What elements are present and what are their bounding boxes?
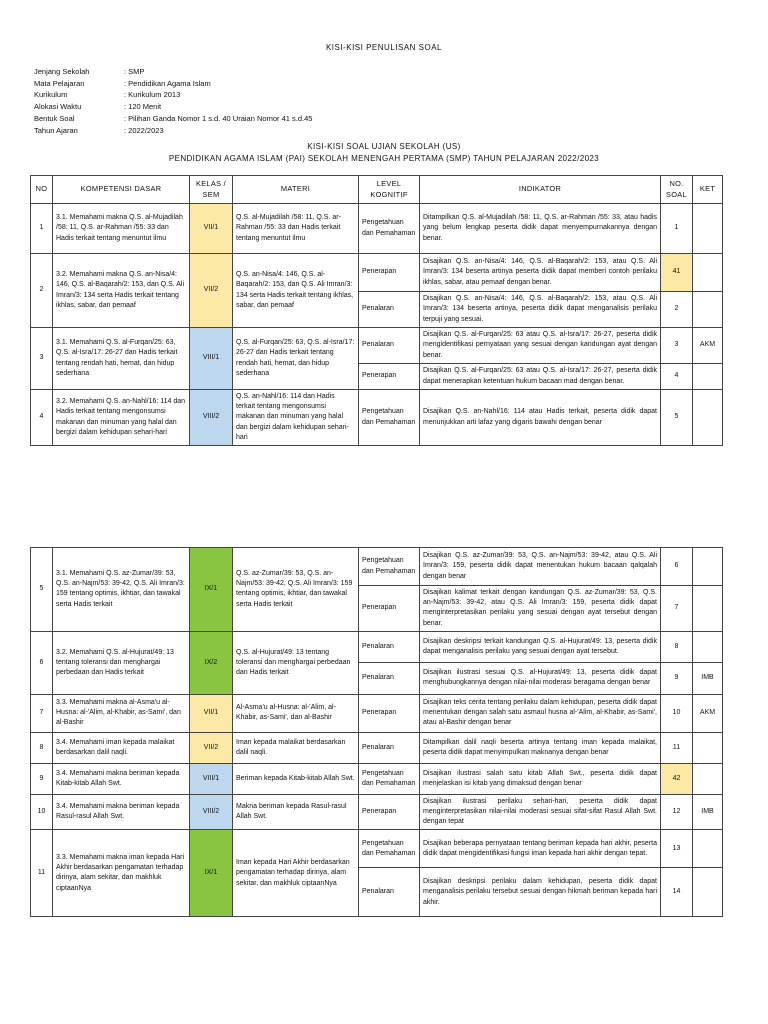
subtitle-exam: KISI-KISI SOAL UJIAN SEKOLAH (US) <box>307 142 461 151</box>
indikator-cell: Disajikan Q.S. al-Furqan/25: 63 atau Q.S. al-Isra/17: 26-27, peserta didik mengidentifikasi pernyataan yang sesuai dengan kandungan ayat dengan benar. <box>420 328 661 364</box>
no-soal-cell: 41 <box>661 254 693 292</box>
indikator-cell: Disajikan Q.S. al-Furqan/25: 63 atau Q.S. al-Isra/17: 26-27, peserta didik dapat menerapkan ketentuan hukum bacaan mad dengan benar. <box>420 364 661 390</box>
kompetensi-dasar-cell: 3.1. Memahami Q.S. al-Furqan/25: 63, Q.S. al-Isra/17: 26-27 dan Hadis terkait tentang rendah hati, hemat, dan hidup sederhana <box>53 328 190 390</box>
ket-cell: AKM <box>693 328 723 364</box>
meta-label: Tahun Ajaran <box>34 125 78 135</box>
indikator-cell: Disajikan deskripsi terkait kandungan Q.S. al-Hujurat/49: 13, peserta didik dapat menganalisis perilaku yang sesuai dengan ayat tersebut. <box>420 631 661 662</box>
ket-cell <box>693 868 723 917</box>
row-number: 4 <box>31 390 53 446</box>
materi-cell: Q.S. al-Mujadilah /58: 11, Q.S. ar-Rahman /55: 33 dan Hadis terkait tentang menuntut ilmu <box>233 204 359 254</box>
kelas-sem-cell: IX/2 <box>190 631 233 694</box>
level-kognitif-cell: Penerapan <box>359 364 420 390</box>
header-no: NO <box>31 176 53 204</box>
header-ket: KET <box>693 176 723 204</box>
level-kognitif-cell: Pengetahuan dan Pemahaman <box>359 830 420 868</box>
document-title: KISI-KISI PENULISAN SOAL <box>325 43 443 52</box>
table-row <box>31 254 723 292</box>
row-number: 9 <box>31 763 53 794</box>
level-kognitif-cell: Penerapan <box>359 254 420 292</box>
no-soal-cell: 1 <box>661 204 693 254</box>
ket-cell <box>693 548 723 586</box>
materi-cell: Beriman kepada Kitab-kitab Allah Swt. <box>233 763 359 794</box>
kelas-sem-cell: VII/2 <box>190 254 233 328</box>
header-indikator: INDIKATOR <box>420 176 661 204</box>
level-kognitif-cell: Penalaran <box>359 662 420 694</box>
materi-cell: Q.S. an-Nahl/16: 114 dan Hadis terkait tentang mengonsumsi makanan dan minuman yang halal dan bergizi dalam kehidupan sehari-hari <box>233 390 359 446</box>
meta-row <box>34 66 312 78</box>
kompetensi-dasar-cell: 3.2. Memahami Q.S. al-Hujurat/49: 13 tentang toleransi dan menghargai perbedaan dan Hadis terkait <box>53 631 190 694</box>
no-soal-cell: 10 <box>661 694 693 732</box>
no-soal-cell: 12 <box>661 794 693 830</box>
kompetensi-dasar-cell: 3.1. Memahami Q.S. az-Zumar/39: 53, Q.S. an-Najm/53: 39-42, Q.S. Ali Imran/3: 159 tentang optimis, ikhtiar, dan tawakal serta Hadis terkait <box>53 548 190 632</box>
kelas-sem-cell: VIII/2 <box>190 390 233 446</box>
row-number: 7 <box>31 694 53 732</box>
level-kognitif-cell: Pengetahuan dan Pemahaman <box>359 763 420 794</box>
meta-value: : SMP <box>124 67 145 76</box>
level-kognitif-cell: Pengetahuan dan Pemahaman <box>359 204 420 254</box>
kelas-sem-cell: VIII/1 <box>190 328 233 390</box>
indikator-cell: Disajikan Q.S. an-Nahl/16: 114 atau Hadis terkait, peserta didik dapat menunjukkan arti lafaz yang digaris bawahi dengan benar <box>420 390 661 446</box>
level-kognitif-cell: Penerapan <box>359 794 420 830</box>
no-soal-cell: 14 <box>661 868 693 917</box>
table-row <box>31 548 723 586</box>
indikator-cell: Disajikan Q.S. az-Zumar/39: 53, Q.S. an-Najm/53: 39-42, atau Q.S. Ali Imran/3: 159, peserta didik dapat menentukan hukum bacaan qalqalah dengan benar <box>420 548 661 586</box>
ket-cell: AKM <box>693 694 723 732</box>
table-row <box>31 204 723 254</box>
level-kognitif-cell: Penalaran <box>359 868 420 917</box>
materi-cell: Q.S. al-Hujurat/49: 13 tentang toleransi dan menghargai perbedaan dan Hadis terkait <box>233 631 359 694</box>
kelas-sem-cell: VII/1 <box>190 204 233 254</box>
no-soal-cell: 5 <box>661 390 693 446</box>
level-kognitif-cell: Penalaran <box>359 631 420 662</box>
level-kognitif-cell: Pengetahuan dan Pemahaman <box>359 548 420 586</box>
meta-row <box>34 78 312 90</box>
indikator-cell: Disajikan teks cerita tentang perilaku dalam kehidupan, peserta didik dapat menentukan dengan salah satu asmaul husna al-'Alim, al-Khabir, as-Sami', atau al-Bashir dengan benar <box>420 694 661 732</box>
meta-row <box>34 125 312 137</box>
row-number: 2 <box>31 254 53 328</box>
ket-cell <box>693 254 723 292</box>
indikator-cell: Disajikan kalimat terkait dengan kandungan Q.S. az-Zumar/39: 53, Q.S. an-Najm/53: 39-42, atau Q.S. Ali Imran/3: 159, peserta didik dapat menginterpretasikan perilaku yang sesuai dengan ayat tersebut dengan benar. <box>420 586 661 632</box>
indikator-cell: Ditampilkan dalil naqli beserta artinya tentang iman kepada malaikat, peserta didik dapat menyimpulkan maknanya dengan benar <box>420 732 661 763</box>
indikator-cell: Disajikan ilustrasi salah satu kitab Allah Swt., peserta didik dapat menjelaskan isi kitab yang dimaksud dengan benar <box>420 763 661 794</box>
ket-cell <box>693 364 723 390</box>
ket-cell <box>693 204 723 254</box>
ket-cell <box>693 292 723 328</box>
no-soal-cell: 13 <box>661 830 693 868</box>
indikator-cell: Disajikan Q.S. an-Nisa/4: 146, Q.S. al-Baqarah/2: 153, atau Q.S. Ali Imran/3: 134 beserta artinya, peserta didik dapat menganalisis perilaku terpuji yang sesuai. <box>420 292 661 328</box>
meta-value: : Pilihan Ganda Nomor 1 s.d. 40 Uraian Nomor 41 s.d.45 <box>124 113 313 123</box>
level-kognitif-cell: Penerapan <box>359 694 420 732</box>
kompetensi-dasar-cell: 3.3. Memahami makna al-Asma'u al-Husna: al-'Alim, al-Khabir, as-Sami', dan al-Bashir <box>53 694 190 732</box>
row-number: 1 <box>31 204 53 254</box>
header-no-soal: NO. SOAL <box>661 176 693 204</box>
row-number: 10 <box>31 794 53 830</box>
table-row <box>31 631 723 662</box>
header-level-kognitif: LEVEL KOGNITIF <box>359 176 420 204</box>
header-kelas-sem: KELAS / SEM <box>190 176 233 204</box>
ket-cell <box>693 390 723 446</box>
document-meta <box>34 66 312 136</box>
meta-label: Alokasi Waktu <box>34 102 82 112</box>
materi-cell: Iman kepada Hari Akhir berdasarkan pengamatan terhadap dirinya, alam sekitar, dan makhluk ciptaanNya <box>233 830 359 917</box>
kelas-sem-cell: IX/1 <box>190 830 233 917</box>
kompetensi-dasar-cell: 3.4. Memahami iman kepada malaikat berdasarkan dalil naqli. <box>53 732 190 763</box>
table-row <box>31 830 723 868</box>
table-row <box>31 794 723 830</box>
kompetensi-dasar-cell: 3.2. Memahami makna Q.S. an-Nisa/4: 146, Q.S. al-Baqarah/2: 153, dan Q.S. Ali Imran/3: 134 serta Hadis terkait tentang ikhlas, sabar, dan pemaaf <box>53 254 190 328</box>
meta-value: : Kurikulum 2013 <box>124 90 181 100</box>
kelas-sem-cell: IX/1 <box>190 548 233 632</box>
materi-cell: Makna beriman kepada Rasul-rasul Allah Swt. <box>233 794 359 830</box>
kelas-sem-cell: VII/1 <box>190 694 233 732</box>
no-soal-cell: 4 <box>661 364 693 390</box>
header-kompetensi-dasar: KOMPETENSI DASAR <box>53 176 190 204</box>
meta-label: Mata Pelajaran <box>34 78 85 88</box>
meta-value: : 120 Menit <box>124 102 162 112</box>
no-soal-cell: 2 <box>661 292 693 328</box>
kompetensi-dasar-cell: 3.4. Memahami makna beriman kepada Kitab-kitab Allah Swt. <box>53 763 190 794</box>
level-kognitif-cell: Penerapan <box>359 586 420 632</box>
indikator-cell: Ditampilkan Q.S. al-Mujadilah /58: 11, Q.S. ar-Rahman /55: 33, atau hadis yang belum lengkap peserta didik dapat menyempurnakannya dengan benar. <box>420 204 661 254</box>
kisi-kisi-table-page1 <box>30 175 723 446</box>
no-soal-cell: 11 <box>661 732 693 763</box>
level-kognitif-cell: Penalaran <box>359 732 420 763</box>
row-number: 8 <box>31 732 53 763</box>
meta-row <box>34 101 312 113</box>
kompetensi-dasar-cell: 3.3. Memahami makna iman kepada Hari Akhir berdasarkan pengamatan terhadap dirinya, alam sekitar, dan makhluk ciptaanNya <box>53 830 190 917</box>
table-row <box>31 763 723 794</box>
kisi-kisi-table-page2 <box>30 547 723 917</box>
indikator-cell: Disajikan ilustrasi perilaku sehari-hari, peserta didik dapat menginterpretasikan nilai-nilai moderasi sesuai sifat-sifat Rasul Allah Swt. dengan tepat <box>420 794 661 830</box>
ket-cell <box>693 763 723 794</box>
no-soal-cell: 42 <box>661 763 693 794</box>
no-soal-cell: 8 <box>661 631 693 662</box>
kelas-sem-cell: VIII/2 <box>190 794 233 830</box>
table-row <box>31 328 723 364</box>
row-number: 5 <box>31 548 53 632</box>
level-kognitif-cell: Pengetahuan dan Pemahaman <box>359 390 420 446</box>
table-row <box>31 732 723 763</box>
header-materi: MATERI <box>233 176 359 204</box>
subtitle-school: PENDIDIKAN AGAMA ISLAM (PAI) SEKOLAH MENENGAH PERTAMA (SMP) TAHUN PELAJARAN 2022/2023 <box>168 154 600 163</box>
meta-value: : Pendidikan Agama Islam <box>124 78 211 88</box>
materi-cell: Iman kepada malaikat berdasarkan dalil naqli. <box>233 732 359 763</box>
level-kognitif-cell: Penalaran <box>359 328 420 364</box>
ket-cell <box>693 732 723 763</box>
kelas-sem-cell: VIII/1 <box>190 763 233 794</box>
level-kognitif-cell: Penalaran <box>359 292 420 328</box>
row-number: 11 <box>31 830 53 917</box>
kelas-sem-cell: VII/2 <box>190 732 233 763</box>
ket-cell <box>693 830 723 868</box>
materi-cell: Al-Asma'u al-Husna: al-'Alim, al-Khabir, as-Sami', dan al-Bashir <box>233 694 359 732</box>
ket-cell: IMB <box>693 662 723 694</box>
table-row <box>31 694 723 732</box>
kompetensi-dasar-cell: 3.4. Memahami makna beriman kepada Rasul-rasul Allah Swt. <box>53 794 190 830</box>
indikator-cell: Disajikan Q.S. an-Nisa/4: 146, Q.S. al-Baqarah/2: 153, atau Q.S. Ali Imran/3: 134 beserta artinya peserta didik dapat memberi contoh perilaku ikhlas, sabar, atau pemaaf dengan benar. <box>420 254 661 292</box>
no-soal-cell: 3 <box>661 328 693 364</box>
meta-label: Bentuk Soal <box>34 113 75 123</box>
kompetensi-dasar-cell: 3.2. Memahami Q.S. an-Nahl/16: 114 dan Hadis terkait tentang mengonsumsi makanan dan minuman yang halal dan bergizi dalam kehidupan sehari-hari <box>53 390 190 446</box>
meta-label: Kurikulum <box>34 90 68 100</box>
ket-cell: IMB <box>693 794 723 830</box>
no-soal-cell: 9 <box>661 662 693 694</box>
table-row <box>31 390 723 446</box>
table-header-row <box>31 176 723 204</box>
materi-cell: Q.S. az-Zumar/39: 53, Q.S. an-Najm/53: 39-42, Q.S. Ali Imran/3: 159 tentang optimis, ikhtiar, dan tawakal serta Hadis terkait <box>233 548 359 632</box>
meta-row <box>34 113 312 125</box>
ket-cell <box>693 586 723 632</box>
no-soal-cell: 6 <box>661 548 693 586</box>
materi-cell: Q.S. an-Nisa/4: 146, Q.S. al-Baqarah/2: 153, dan Q.S. Ali Imran/3: 134 serta Hadis terkait tentang ikhlas, sabar, dan pemaaf <box>233 254 359 328</box>
row-number: 3 <box>31 328 53 390</box>
indikator-cell: Disajikan beberapa pernyataan tentang beriman kepada hari akhir, peserta didik dapat mengidentifikasi fungsi iman kepada hari akhir dengan tepat. <box>420 830 661 868</box>
no-soal-cell: 7 <box>661 586 693 632</box>
meta-label: Jenjang Sekolah <box>34 67 90 76</box>
meta-value: : 2022/2023 <box>124 125 164 135</box>
indikator-cell: Disajikan deskripsi perilaku dalam kehidupan, peserta didik dapat menganalisis perilaku tersebut sesuai dengan hikmah beriman kepada hari akhir. <box>420 868 661 917</box>
meta-row <box>34 89 312 101</box>
ket-cell <box>693 631 723 662</box>
kompetensi-dasar-cell: 3.1. Memahami makna Q.S. al-Mujadilah /58: 11, Q.S. ar-Rahman /55: 33 dan Hadis terkait tentang menuntut ilmu <box>53 204 190 254</box>
materi-cell: Q.S. al-Furqan/25: 63, Q.S. al-Isra/17: 26-27 dan Hadis terkait tentang rendah hati, hemat, dan hidup sederhana <box>233 328 359 390</box>
row-number: 6 <box>31 631 53 694</box>
indikator-cell: Disajikan ilustrasi sesuai Q.S. al-Hujurat/49: 13, peserta didik dapat menghubungkannya dengan nilai-nilai moderasi beragama dengan benar <box>420 662 661 694</box>
